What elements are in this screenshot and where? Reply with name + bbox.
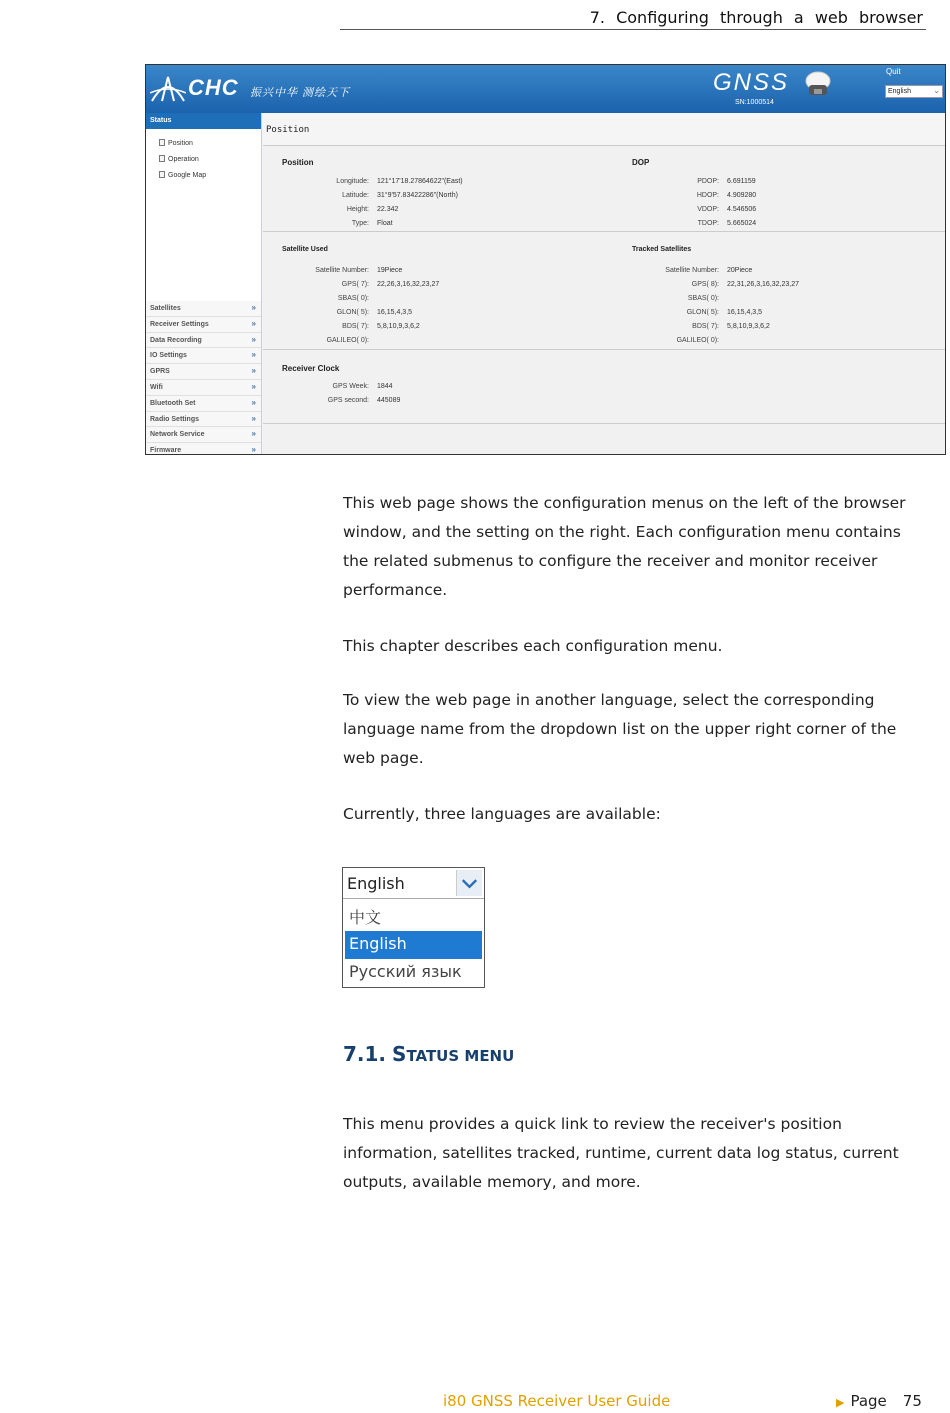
- position-heading: Position: [282, 158, 314, 167]
- chapter-title: 7. Configuring through a web browser: [589, 8, 923, 27]
- sidebar: [146, 113, 262, 455]
- sidebar-item-status[interactable]: Status: [146, 113, 261, 129]
- chevron-down-icon: ⌄: [933, 86, 940, 95]
- web-banner: [146, 65, 945, 113]
- sidebar-item-gprs[interactable]: GPRS »: [146, 364, 261, 380]
- receiver-clock-heading: Receiver Clock: [282, 364, 340, 373]
- page-icon: [159, 139, 165, 146]
- sidebar-item-receiver-settings[interactable]: Receiver Settings »: [146, 317, 261, 333]
- language-dropdown[interactable]: [342, 867, 485, 988]
- expand-icon: »: [251, 445, 256, 455]
- expand-icon: »: [251, 381, 256, 391]
- page-icon: [159, 171, 165, 178]
- chc-logo-icon: [150, 71, 186, 105]
- dop-heading: DOP: [632, 158, 650, 167]
- sidebar-item-bluetooth[interactable]: Bluetooth Set »: [146, 396, 261, 412]
- sidebar-item-satellites[interactable]: Satellites »: [146, 301, 261, 317]
- footer-page: ▶ Page 75: [836, 1392, 922, 1410]
- expand-icon: »: [251, 318, 256, 328]
- slogan: 振兴中华 测绘天下: [250, 87, 351, 99]
- page-icon: [159, 155, 165, 162]
- language-select-mini[interactable]: [885, 85, 943, 98]
- web-ui-screenshot: [145, 64, 946, 455]
- paragraph-intro: This web page shows the configuration menus on the left of the browser window, and the setting on the right. Each configuration menu contains the related submenus to configure the receiver and monitor receiver performance.: [343, 494, 906, 599]
- footer-guide-title: i80 GNSS Receiver User Guide: [443, 1392, 671, 1410]
- submenu-position[interactable]: Position: [146, 135, 261, 151]
- submenu-google-map[interactable]: Google Map: [146, 167, 261, 183]
- chevron-down-icon: [456, 870, 482, 896]
- position-section: Position Longitude: 121°17'18.27864622"(East) Latitude: 31°9'57.83422286"(North) Height: 22.342 Type: Float DOP PDOP: 6.691159 HDOP: 4.909280 VDOP: 4.546506 TDOP: 5.665024: [263, 146, 946, 232]
- status-content: [263, 113, 946, 455]
- expand-icon: »: [251, 397, 256, 407]
- sidebar-item-wifi[interactable]: Wifi »: [146, 380, 261, 396]
- sidebar-item-io-settings[interactable]: IO Settings »: [146, 348, 261, 364]
- clock-section: Receiver Clock GPS Week: 1844 GPS second: 445089: [263, 350, 946, 424]
- satellite-used-heading: Satellite Used: [282, 246, 328, 253]
- section-heading: 7.1. STATUS MENU: [343, 1042, 515, 1066]
- expand-icon: »: [251, 303, 256, 312]
- receiver-icon: [803, 69, 833, 99]
- quit-link[interactable]: Quit: [886, 67, 901, 76]
- expand-icon: »: [251, 413, 256, 423]
- gnss-title: GNSS: [713, 69, 790, 96]
- paragraph-language: To view the web page in another language, select the corresponding language name from the dropdown list on the upper right corner of the web page.: [343, 691, 897, 767]
- expand-icon: »: [251, 429, 256, 439]
- triangle-right-icon: ▶: [836, 1396, 845, 1409]
- tracked-satellites-heading: Tracked Satellites: [632, 246, 692, 253]
- expand-icon: »: [251, 366, 256, 376]
- language-select-value: English: [888, 88, 911, 95]
- logo-text: CHC: [188, 75, 239, 100]
- satellites-section: Satellite Used Satellite Number: 19Piece GPS( 7): 22,26,3,16,32,23,27 SBAS( 0): GLON( 5): 16,15,4,3,5 BDS( 7): 5,8,10,9,3,6,2 GALILEO( 0): Tracked Satellites Satellite Number: 20Piece GPS( 8): 22,31,26,3,16,32,23,27 SBAS( 0): GLON( 5): 16,15,4,3,5 BDS( 7): 5,8,10,9,3,6,2 GALILEO( 0):: [263, 232, 946, 350]
- submenu-operation[interactable]: Operation: [146, 151, 261, 167]
- expand-icon: »: [251, 350, 256, 360]
- dropdown-option-russian[interactable]: Русский язык: [349, 962, 462, 981]
- page-header: [340, 6, 926, 30]
- sidebar-item-firmware[interactable]: Firmware »: [146, 443, 261, 455]
- paragraph-status-menu: This menu provides a quick link to review the receiver's position information, satellites tracked, runtime, current data log status, current outputs, available memory, and more.: [343, 1115, 899, 1191]
- paragraph-available: Currently, three languages are available:: [343, 805, 661, 823]
- sidebar-item-radio-settings[interactable]: Radio Settings »: [146, 412, 261, 428]
- sidebar-item-data-recording[interactable]: Data Recording »: [146, 333, 261, 349]
- dropdown-selected[interactable]: English: [343, 868, 484, 899]
- serial-number: SN:1000514: [735, 99, 774, 106]
- expand-icon: »: [251, 334, 256, 344]
- dropdown-option-chinese[interactable]: 中文: [349, 908, 382, 927]
- dropdown-option-english[interactable]: English: [345, 931, 482, 959]
- paragraph-chapter: This chapter describes each configuration menu.: [343, 637, 723, 655]
- sidebar-item-network-service[interactable]: Network Service »: [146, 427, 261, 443]
- content-title: Position: [263, 113, 946, 146]
